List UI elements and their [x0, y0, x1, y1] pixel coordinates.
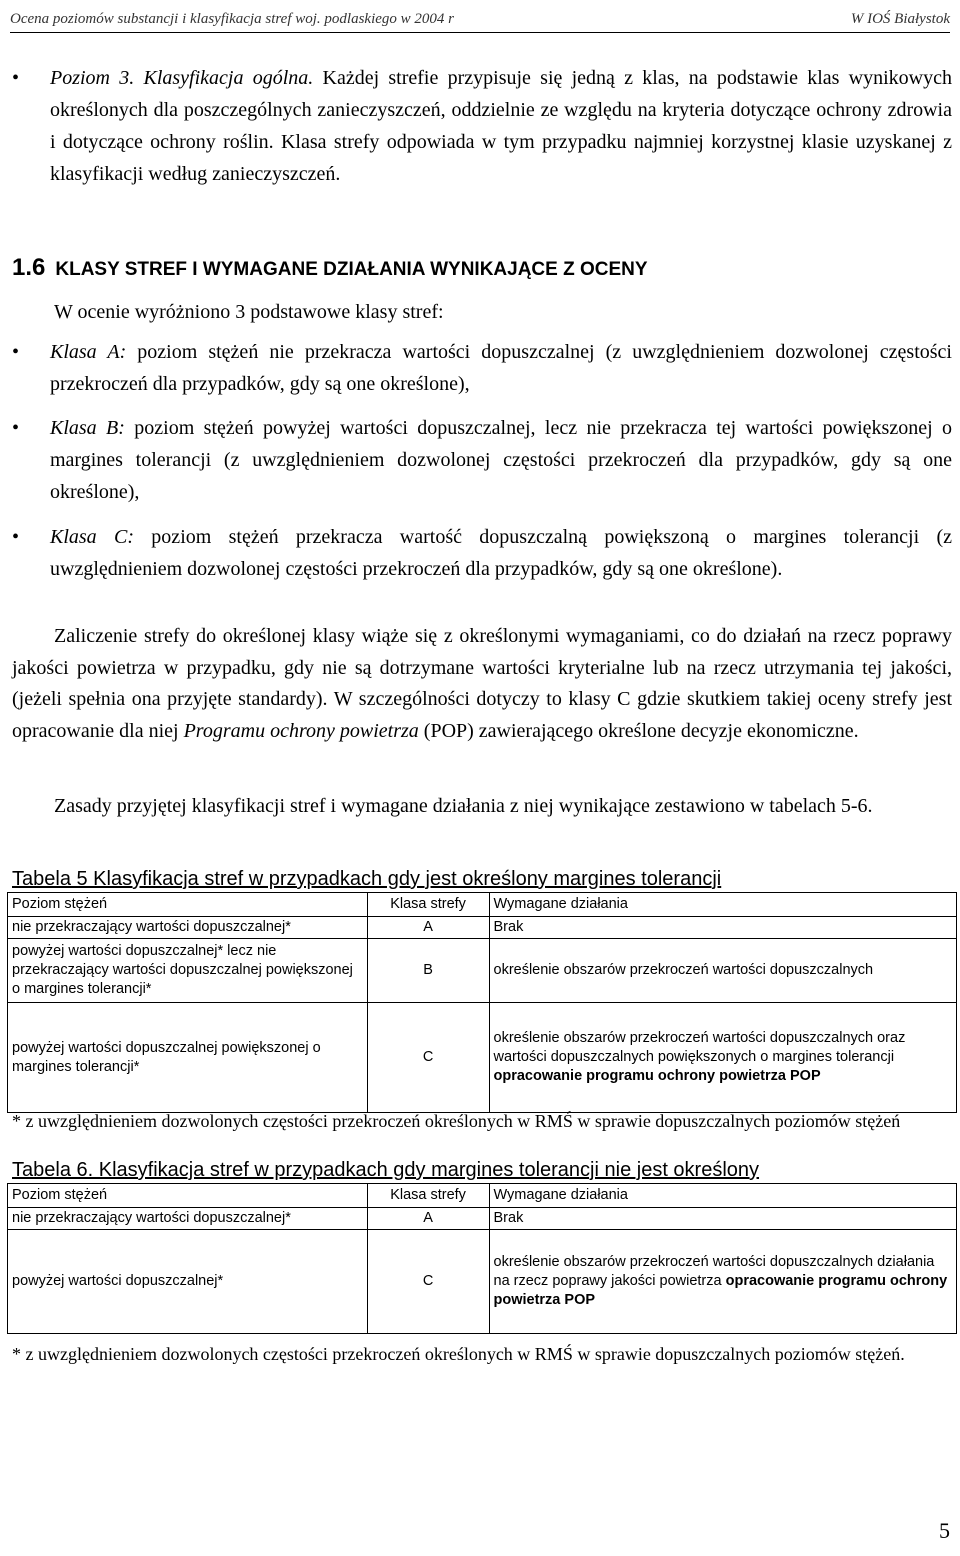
column-header: Klasa strefy	[367, 1184, 489, 1208]
bullet-icon: •	[12, 67, 20, 89]
table-row	[8, 1230, 957, 1334]
bullet-level3	[50, 62, 952, 190]
table6-footnote: * z uwzględnieniem dozwolonych częstości przekroczeń określonych w RMŚ w sprawie dopuszczalnych poziomów stężeń.	[12, 1344, 905, 1364]
class-text: poziom stężeń nie przekracza wartości dopuszczalnej (z uwzględnieniem dozwolonej częstości przekroczeń dla przypadków, gdy są one określone),	[50, 341, 952, 395]
cell-class: B	[367, 939, 489, 1003]
table-header-row	[8, 1184, 957, 1208]
class-text: poziom stężeń przekracza wartość dopuszczalną powiększoną o margines tolerancji (z uwzględnieniem dozwolonej częstości przekroczeń dla przypadków, gdy są one określone).	[50, 526, 952, 580]
cell-action: określenie obszarów przekroczeń wartości dopuszczalnych	[489, 939, 957, 1003]
bullet-icon: •	[12, 341, 20, 363]
paragraph-text: Zaliczenie strefy do określonej klasy wiąże się z określonymi wymaganiami, co do działań na rzecz poprawy jakości powietrza w przypadku, gdy nie są dotrzymane wartości kryterialne lub na rzecz utrzymania tej jakości, (jeżeli spełnia ona przyjęte standardy). W szczególności dotyczy to klasy C gdzie skutkiem takiej oceny strefy jest opracowanie dla niej	[12, 625, 952, 742]
page-header	[10, 8, 950, 33]
paragraph-emphasis: Programu ochrony powietrza	[183, 719, 419, 742]
cell-level: powyżej wartości dopuszczalnej*	[8, 1230, 368, 1334]
class-label: Klasa B:	[50, 417, 125, 439]
paragraph-zasady: Zasady przyjętej klasyfikacji stref i wymagane działania z niej wynikające zestawiono w tabelach 5-6.	[54, 795, 873, 817]
cell-class: C	[367, 1230, 489, 1334]
paragraph-zaliczenie	[12, 621, 952, 747]
column-header: Wymagane działania	[489, 893, 957, 917]
cell-action	[489, 1230, 957, 1334]
table-row	[8, 1003, 957, 1113]
column-header: Poziom stężeń	[8, 1184, 368, 1208]
action-text: określenie obszarów przekroczeń wartości dopuszczalnych działania na rzecz poprawy jakości powietrza	[493, 1254, 935, 1289]
column-header: Poziom stężeń	[8, 893, 368, 917]
cell-level: nie przekraczający wartości dopuszczalnej*	[8, 917, 368, 939]
class-a-item	[50, 336, 952, 400]
table6	[7, 1183, 957, 1334]
column-header: Wymagane działania	[489, 1184, 957, 1208]
class-b-item	[50, 412, 952, 508]
section-intro: W ocenie wyróżniono 3 podstawowe klasy stref:	[54, 301, 444, 323]
table5	[7, 892, 957, 1113]
cell-action: Brak	[489, 1208, 957, 1230]
class-label: Klasa C:	[50, 526, 134, 548]
page-number: 5	[939, 1518, 950, 1543]
table-row	[8, 939, 957, 1003]
paragraph-text: (POP) zawierającego określone decyzje ekonomiczne.	[418, 719, 859, 742]
section-heading	[12, 255, 648, 283]
table-row	[8, 917, 957, 939]
bullet-text: Każdej strefie przypisuje się jedną z klas, na podstawie klas wynikowych określonych dla poszczególnych zanieczyszczeń, oddzielnie ze względu na kryteria dotyczące ochrony zdrowia i dotyczące ochrony roślin. Klasa strefy odpowiada w tym przypadku najmniej korzystnej klasie uzyskanej z klasyfikacji według zanieczyszczeń.	[50, 67, 952, 185]
section-number: 1.6	[12, 254, 46, 281]
cell-action	[489, 1003, 957, 1113]
bullet-icon: •	[12, 526, 20, 548]
section-title: KLASY STREF I WYMAGANE DZIAŁANIA WYNIKAJĄCE Z OCENY	[55, 259, 648, 280]
table-header-row	[8, 893, 957, 917]
header-title: Ocena poziomów substancji i klasyfikacja stref woj. podlaskiego w 2004 r	[10, 11, 454, 27]
class-label: Klasa A:	[50, 341, 127, 363]
cell-level: powyżej wartości dopuszczalnej* lecz nie przekraczający wartości dopuszczalnej powiększonej o margines tolerancji*	[8, 939, 368, 1003]
header-institution: W IOŚ Białystok	[850, 11, 950, 27]
bullet-label: Poziom 3. Klasyfikacja ogólna.	[50, 67, 314, 89]
table-row	[8, 1208, 957, 1230]
cell-class: A	[367, 917, 489, 939]
cell-level: powyżej wartości dopuszczalnej powiększonej o margines tolerancji*	[8, 1003, 368, 1113]
bullet-icon: •	[12, 417, 20, 439]
table6-title: Tabela 6. Klasyfikacja stref w przypadkach gdy margines tolerancji nie jest określony	[12, 1159, 760, 1181]
class-c-item	[50, 521, 952, 585]
action-bold: opracowanie programu ochrony powietrza POP	[493, 1273, 948, 1308]
column-header: Klasa strefy	[367, 893, 489, 917]
cell-level: nie przekraczający wartości dopuszczalnej*	[8, 1208, 368, 1230]
cell-class: A	[367, 1208, 489, 1230]
action-text: określenie obszarów przekroczeń wartości dopuszczalnych oraz wartości dopuszczalnych powiększonych o margines tolerancji	[493, 1030, 906, 1065]
table5-footnote: * z uwzględnieniem dozwolonych częstości przekroczeń określonych w RMŚ w sprawie dopuszczalnych poziomów stężeń	[12, 1111, 901, 1131]
cell-class: C	[367, 1003, 489, 1113]
class-text: poziom stężeń powyżej wartości dopuszczalnej, lecz nie przekracza tej wartości powiększonej o margines tolerancji (z uwzględnieniem dozwolonej częstości przekroczeń dla przypadków, gdy są one określone),	[50, 417, 953, 503]
cell-action: Brak	[489, 917, 957, 939]
table5-title: Tabela 5 Klasyfikacja stref w przypadkach gdy jest określony margines tolerancji	[12, 868, 722, 890]
action-bold: opracowanie programu ochrony powietrza POP	[493, 1068, 821, 1084]
